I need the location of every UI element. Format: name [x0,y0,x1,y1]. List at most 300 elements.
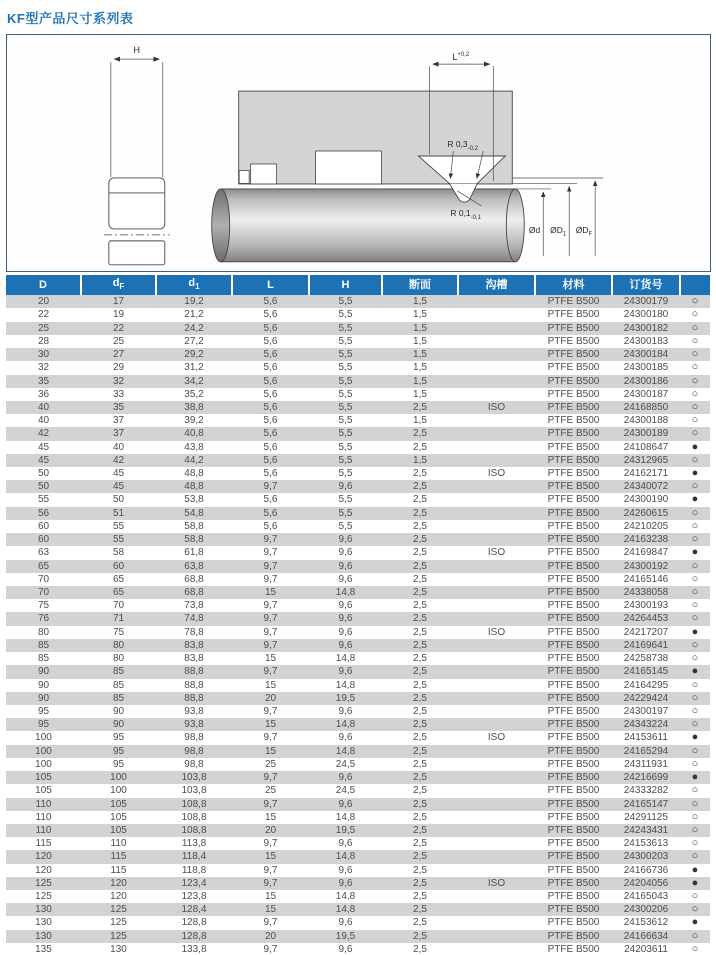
table-cell [458,560,535,573]
table-cell: PTFE B500 [547,864,600,876]
table-cell: 24203611 [612,943,680,955]
filled-dot-icon: ● [691,467,699,480]
table-cell: 9,7 [263,772,278,784]
table-cell: 35 [37,375,50,387]
table-cell [458,798,535,811]
table-cell: PTFE B500 [547,758,600,770]
table-cell: 93,8 [184,719,204,731]
table-cell: 120 [110,877,127,889]
table-cell: 40 [37,401,50,413]
table-cell: 2,5 [413,560,427,572]
table-cell: 14,8 [335,891,356,903]
table-row [6,520,710,533]
table-cell [458,322,535,335]
table-row [6,784,710,797]
table-cell: 24264453 [623,613,669,625]
table-cell: 53,8 [184,494,204,506]
availability-cell [680,348,710,361]
table-cell: 40,8 [184,428,204,440]
table-cell [458,679,535,692]
open-dot-icon: ○ [691,784,699,797]
table-cell: PTFE B500 [547,719,600,731]
table-cell: 5,5 [338,362,353,374]
table-cell: 90 [37,679,50,691]
table-row [6,427,710,440]
table-cell: 85 [37,653,50,665]
table-cell: 29,2 [184,349,204,361]
col-header-H: H [309,275,382,295]
table-cell: PTFE B500 [547,560,600,572]
table-cell: 2,5 [413,481,427,493]
table-cell: 32 [112,375,125,387]
table-cell [458,652,535,665]
table-cell: 24163238 [623,534,669,546]
table-cell: 2,5 [413,692,427,704]
table-cell: 2,5 [413,772,427,784]
table-cell: 73,8 [184,600,204,612]
table-cell: 45 [37,441,50,453]
table-cell: 2,5 [413,613,427,625]
table-row [6,916,710,929]
table-cell: 24165043 [623,891,669,903]
table-cell: PTFE B500 [547,824,600,836]
table-cell: 19,5 [335,824,356,836]
table-cell: 15 [264,904,277,916]
open-dot-icon: ○ [691,890,699,903]
table-cell: 100 [35,732,52,744]
table-cell: 9,6 [338,613,353,625]
availability-cell [680,599,710,612]
table-cell: 9,6 [338,626,353,638]
table-cell: 115 [110,864,127,876]
col-header-material: 材料 [535,275,612,295]
table-row [6,586,710,599]
table-cell [458,414,535,427]
table-cell: PTFE B500 [547,309,600,321]
table-cell: 2,5 [413,891,427,903]
table-cell: 115 [35,838,52,850]
table-cell: 2,5 [413,653,427,665]
table-cell: PTFE B500 [547,639,600,651]
table-cell: 24300193 [623,600,669,612]
table-cell [458,784,535,797]
table-cell: 24164295 [623,679,669,691]
open-dot-icon: ○ [691,757,699,770]
table-cell: 9,7 [263,481,278,493]
availability-cell [680,308,710,321]
table-cell: 98,8 [184,758,204,770]
open-dot-icon: ○ [691,599,699,612]
product-size-table [6,275,710,955]
table-cell: 5,6 [263,454,278,466]
table-row [6,295,710,308]
table-cell: 125 [110,904,127,916]
table-cell [458,612,535,625]
table-cell: 5,5 [338,468,353,480]
availability-cell [680,467,710,480]
table-cell: 125 [110,930,127,942]
table-cell: 1,5 [413,322,427,334]
table-cell: 88,8 [184,666,204,678]
table-cell: 118,8 [181,864,207,876]
table-cell: 2,5 [413,877,427,889]
table-cell [458,692,535,705]
table-cell [458,480,535,493]
table-cell: 14,8 [335,587,356,598]
table-cell: 95 [112,732,125,744]
table-cell: PTFE B500 [547,388,600,400]
table-cell: PTFE B500 [547,520,600,532]
table-cell: 2,5 [413,534,427,546]
open-dot-icon: ○ [691,942,699,955]
table-cell: PTFE B500 [547,838,600,850]
table-cell: 5,5 [338,375,353,387]
table-cell: PTFE B500 [547,534,600,546]
table-cell: PTFE B500 [547,401,600,413]
table-row [6,705,710,718]
table-row [6,441,710,454]
table-cell: 130 [35,904,52,916]
table-cell: 65 [37,560,50,572]
open-dot-icon: ○ [691,348,699,361]
table-cell: 9,7 [263,732,278,744]
table-cell: 2,5 [413,705,427,717]
dim-L-label: $L^{+0,2}$ [452,52,470,63]
table-cell: PTFE B500 [547,851,600,863]
table-cell: 123,8 [181,891,207,903]
table-cell: PTFE B500 [547,468,600,480]
table-cell: 24260615 [623,507,669,519]
table-cell: 60 [37,520,50,532]
table-cell: PTFE B500 [547,441,600,453]
table-cell: 14,8 [335,745,356,757]
table-cell: 125 [35,877,52,889]
table-cell: 98,8 [184,732,204,744]
table-cell [458,533,535,546]
table-cell: 2,5 [413,719,427,731]
table-cell: 75 [37,600,50,612]
table-body [6,295,710,955]
table-cell: 5,5 [338,388,353,400]
table-cell: 5,5 [338,349,353,361]
open-dot-icon: ○ [691,480,699,493]
dim-H-label: H [133,45,141,56]
table-cell: 40 [112,441,125,453]
table-cell: 24153613 [623,838,669,850]
col-header-section: 断面 [382,275,458,295]
table-cell: 2,5 [413,626,427,638]
table-cell: 24300188 [623,415,669,427]
table-row [6,388,710,401]
table-cell: 2,5 [413,573,427,585]
open-dot-icon: ○ [691,638,699,651]
availability-cell [680,903,710,916]
seal-cross-section-drawing [7,35,710,271]
availability-cell [680,520,710,533]
table-cell: 42 [37,428,50,440]
table-cell [458,493,535,506]
table-cell: 27 [112,349,125,361]
open-dot-icon: ○ [691,361,699,374]
table-row [6,903,710,916]
table-cell [458,718,535,731]
availability-cell [680,401,710,414]
table-cell: 24168850 [623,401,669,413]
availability-cell [680,784,710,797]
table-cell: 48,8 [184,468,204,480]
table-cell: 24165294 [623,745,669,757]
table-cell: 5,6 [263,296,278,308]
table-cell: 93,8 [184,705,204,717]
table-cell: 5,5 [338,520,353,532]
availability-cell [680,546,710,559]
table-row [6,335,710,348]
table-cell: 24300203 [623,851,669,863]
availability-cell [680,850,710,863]
col-header-D: D [6,275,81,295]
table-cell: 24,5 [335,785,356,797]
table-cell: 24166736 [623,864,669,876]
table-cell: 28 [37,335,50,347]
table-cell: 24300189 [623,428,669,440]
availability-cell [680,665,710,678]
table-cell: 39,2 [184,415,204,427]
table-cell: 95 [37,719,50,731]
table-cell: PTFE B500 [547,481,600,493]
open-dot-icon: ○ [691,387,699,400]
table-cell: 2,5 [413,917,427,929]
table-cell: 9,7 [263,534,278,546]
table-cell: PTFE B500 [547,613,600,625]
availability-cell [680,414,710,427]
table-cell: 36 [37,388,50,400]
filled-dot-icon: ● [691,625,699,638]
table-cell: 9,6 [338,864,353,876]
table-cell: PTFE B500 [535,943,612,955]
table-cell: 2,5 [413,838,427,850]
table-cell: 5,5 [338,507,353,519]
table-cell: 58,8 [184,534,204,546]
table-cell: 45 [112,481,125,493]
table-cell: 15 [264,811,277,823]
open-dot-icon: ○ [691,652,699,665]
open-dot-icon: ○ [691,374,699,387]
table-cell: 5,6 [263,362,278,374]
table-cell: 24165146 [623,573,669,585]
table-cell: 14,8 [335,653,356,665]
page-title: KF型产品尺寸系列表 [7,11,134,26]
table-cell: 24108647 [623,441,669,453]
table-row [6,692,710,705]
table-cell: 70 [112,600,125,612]
table-cell: 51 [112,507,125,519]
table-cell: 100 [110,785,127,797]
table-cell: PTFE B500 [547,930,600,942]
table-cell: 24300187 [623,388,669,400]
table-cell: 128,4 [181,904,207,916]
table-cell [458,890,535,903]
table-cell: 9,7 [263,626,278,638]
availability-cell [680,771,710,784]
table-cell: 110 [35,824,52,836]
table-cell: 5,5 [338,454,353,466]
availability-cell [680,322,710,335]
table-cell: 110 [35,798,52,810]
table-cell: 135 [6,943,81,955]
table-row [6,480,710,493]
table-cell: 9,7 [232,943,309,955]
table-cell: PTFE B500 [547,666,600,678]
side-view [104,59,170,265]
table-row [6,731,710,744]
table-cell: 5,6 [263,349,278,361]
table-row [6,414,710,427]
table-cell: 19,2 [184,296,204,308]
open-dot-icon: ○ [691,612,699,625]
table-cell: 9,7 [263,864,278,876]
table-cell: 63,8 [184,560,204,572]
table-cell: 20 [264,930,277,942]
table-cell: 78,8 [184,626,204,638]
availability-cell [680,493,710,506]
table-cell: 5,6 [263,375,278,387]
open-dot-icon: ○ [691,678,699,691]
table-cell: 95 [112,758,125,770]
availability-cell [680,864,710,877]
table-cell: 1,5 [413,349,427,361]
table-cell: 130 [81,943,156,955]
table-cell [458,639,535,652]
table-row [6,493,710,506]
table-cell: 9,6 [338,481,353,493]
table-cell: 85 [112,692,125,704]
table-cell: 15 [264,851,277,863]
table-cell: 50 [37,468,50,480]
table-cell: 24169847 [623,547,669,559]
table-cell: 2,5 [413,587,427,598]
table-cell: 25 [264,785,277,797]
table-cell: 25 [264,758,277,770]
table-cell: 108,8 [181,798,207,810]
table-cell: PTFE B500 [547,891,600,903]
table-cell: 9,6 [309,943,382,955]
table-cell: 2,5 [413,864,427,876]
table-cell: 2,5 [413,904,427,916]
table-cell: PTFE B500 [547,428,600,440]
open-dot-icon: ○ [691,427,699,440]
table-cell: 24311931 [624,758,668,770]
table-cell: PTFE B500 [547,600,600,612]
dim-df-label: $ØD_F$ [575,224,593,238]
table-cell: 128,8 [181,930,207,942]
table-row [6,599,710,612]
table-row [6,665,710,678]
table-cell [458,573,535,586]
table-cell: 24169641 [623,639,669,651]
table-cell [458,850,535,863]
table-cell: 128,8 [181,917,207,929]
table-row [6,467,710,480]
table-cell: 9,6 [338,573,353,585]
table-row [6,375,710,388]
table-cell: 95 [37,705,50,717]
diameter-dims [512,178,603,256]
table-cell: 24258738 [623,653,669,665]
open-dot-icon: ○ [691,414,699,427]
table-row [6,454,710,467]
table-cell: 5,5 [338,494,353,506]
table-cell: 9,6 [338,732,353,744]
availability-cell [680,930,710,943]
table-cell: 1,5 [413,296,427,308]
table-cell: 25 [112,335,125,347]
availability-cell [680,533,710,546]
table-cell: 90 [112,719,125,731]
table-cell: 25 [37,322,50,334]
open-dot-icon: ○ [691,797,699,810]
table-cell: 50 [112,494,125,506]
table-cell: 90 [37,666,50,678]
table-cell: 2,5 [413,639,427,651]
table-cell: 2,5 [413,745,427,757]
table-cell: 15 [264,587,277,598]
table-cell: 2,5 [413,666,427,678]
table-row [6,850,710,863]
table-cell: 120 [110,891,127,903]
table-cell: 24166634 [623,930,669,942]
table-cell: 24343224 [623,719,669,731]
availability-cell [680,798,710,811]
table-cell [458,824,535,837]
availability-cell [680,916,710,929]
table-cell: 2,5 [413,520,427,532]
table-cell: 9,7 [263,798,278,810]
availability-cell [680,441,710,454]
availability-cell [680,718,710,731]
table-cell [458,454,535,467]
table-cell: PTFE B500 [547,705,600,717]
col-header-availability [680,275,710,295]
table-cell: 24217207 [623,626,669,638]
filled-dot-icon: ● [691,493,699,506]
table-cell: 24162171 [623,468,669,480]
table-cell: 9,7 [263,917,278,929]
table-cell: 2,5 [413,811,427,823]
table-cell: 24300180 [623,309,669,321]
open-dot-icon: ○ [691,400,699,413]
open-dot-icon: ○ [691,586,699,598]
availability-cell [680,427,710,440]
table-cell: 5,5 [338,401,353,413]
table-cell: 133,8 [156,943,232,955]
table-cell: ISO [487,401,506,413]
table-cell [458,375,535,388]
availability-cell [680,335,710,348]
table-cell: 9,7 [263,600,278,612]
table-cell: 5,6 [263,388,278,400]
availability-cell [680,745,710,758]
table-cell: PTFE B500 [547,679,600,691]
table-cell: 123,4 [181,877,207,889]
table-cell: 19,5 [335,692,356,704]
table-cell: 24153611 [624,732,668,744]
table-cell: 90 [37,692,50,704]
table-cell: 9,6 [338,705,353,717]
table-cell: 24210205 [623,520,669,532]
table-cell: 15 [264,745,277,757]
table-cell: 5,5 [338,441,353,453]
table-cell: 9,6 [338,534,353,546]
